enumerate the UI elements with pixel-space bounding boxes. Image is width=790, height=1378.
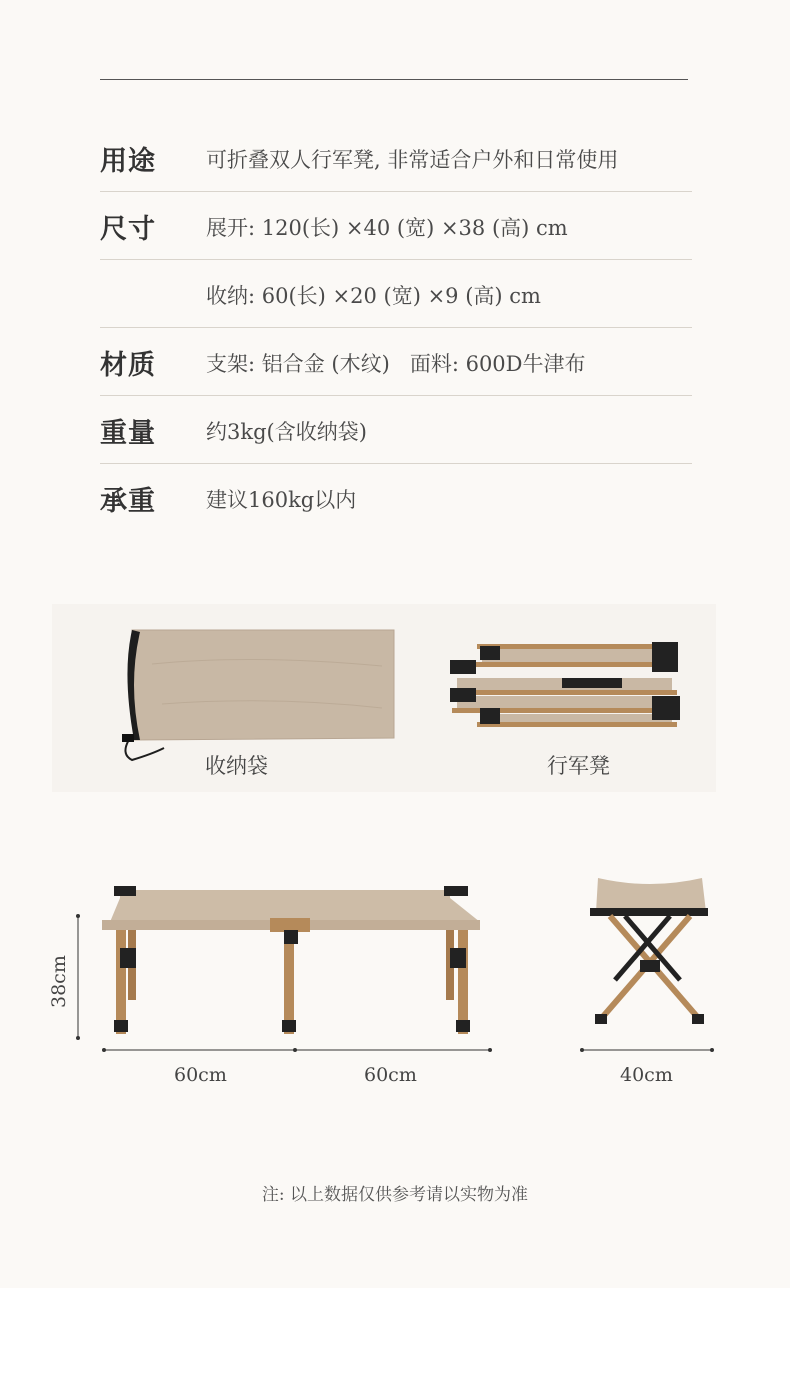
bench-front-view bbox=[102, 886, 480, 1034]
spec-value: 支架: 铝合金 (木纹) 面料: 600D牛津布 bbox=[206, 352, 586, 376]
spec-row-load bbox=[100, 464, 692, 531]
spec-row-weight bbox=[100, 396, 692, 464]
side-width-label: 40cm bbox=[620, 1064, 673, 1086]
spec-row-material bbox=[100, 328, 692, 396]
spec-value: 展开: 120(长) ×40 (宽) ×38 (高) cm bbox=[206, 216, 568, 240]
spec-value: 约3kg(含收纳袋) bbox=[206, 420, 367, 444]
spec-value: 建议160kg以内 bbox=[206, 488, 357, 512]
product-gallery bbox=[52, 604, 716, 792]
spec-value: 收纳: 60(长) ×20 (宽) ×9 (高) cm bbox=[206, 284, 541, 308]
spec-row-size-open bbox=[100, 192, 692, 260]
storage-bag-image bbox=[52, 604, 716, 792]
top-divider bbox=[100, 79, 688, 80]
bag-caption: 收纳袋 bbox=[205, 754, 268, 778]
spec-label: 尺寸 bbox=[100, 214, 156, 245]
height-dimension-label: 38cm bbox=[48, 955, 70, 1008]
spec-label: 重量 bbox=[100, 418, 156, 449]
bottom-band bbox=[0, 1288, 790, 1378]
spec-row-size-folded bbox=[100, 260, 692, 328]
folded-stool-image bbox=[450, 642, 680, 727]
dimension-diagram bbox=[40, 830, 780, 1100]
disclaimer-note: 注: 以上数据仅供参考请以实物为准 bbox=[261, 1185, 529, 1205]
bench-and-side-view bbox=[40, 830, 780, 1100]
spec-row-usage bbox=[100, 124, 692, 192]
left-width-label: 60cm bbox=[174, 1064, 227, 1086]
stool-side-view bbox=[590, 878, 708, 1024]
spec-label: 用途 bbox=[100, 146, 156, 177]
spec-label: 承重 bbox=[100, 486, 156, 517]
folded-caption: 行军凳 bbox=[547, 754, 610, 778]
right-width-label: 60cm bbox=[364, 1064, 417, 1086]
spec-label: 材质 bbox=[100, 350, 156, 381]
spec-value: 可折叠双人行军凳, 非常适合户外和日常使用 bbox=[206, 148, 619, 172]
spec-table bbox=[100, 124, 692, 531]
